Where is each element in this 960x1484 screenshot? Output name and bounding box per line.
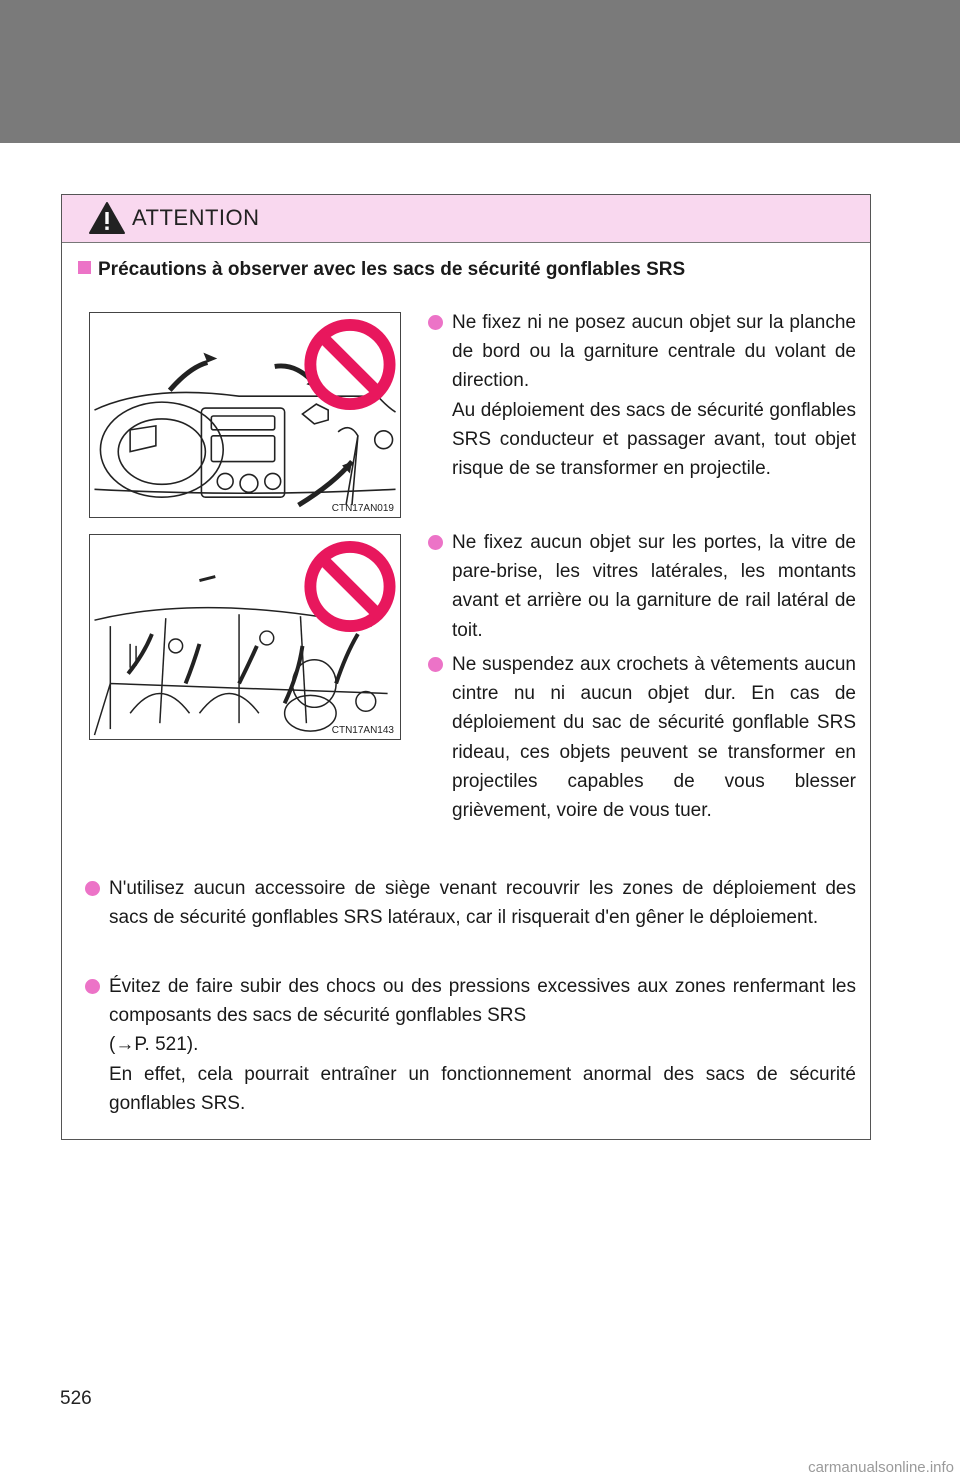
bullet-dot-icon bbox=[428, 315, 443, 330]
bullet-item bbox=[452, 308, 856, 483]
bullet-paragraph: (→P. 521). bbox=[109, 1034, 199, 1056]
illustration-dashboard bbox=[89, 312, 401, 518]
page-number: 526 bbox=[60, 1388, 92, 1409]
warning-triangle-icon bbox=[88, 201, 126, 235]
bullet-item bbox=[452, 650, 856, 825]
square-bullet-icon bbox=[78, 261, 91, 274]
section-heading bbox=[78, 259, 685, 281]
no-objects-on-dashboard-illustration bbox=[90, 313, 400, 517]
bullet-paragraph: Évitez de faire subir des chocs ou des pressions excessives aux zones renfermant les composants des sacs de sécurité gonflables SRS bbox=[109, 976, 856, 1027]
bullet-item bbox=[452, 528, 856, 645]
top-banner bbox=[0, 0, 960, 143]
attention-box bbox=[61, 194, 871, 1140]
bullet-paragraph: Ne fixez aucun objet sur les portes, la vitre de pare-brise, les vitres latérales, les montants avant et arrière ou la garniture de rail latéral de toit. bbox=[452, 532, 856, 641]
illustration-code: CTN17AN019 bbox=[331, 503, 394, 514]
section-heading-text: Précautions à observer avec les sacs de sécurité gonflables SRS bbox=[98, 259, 686, 280]
bullet-item bbox=[109, 874, 856, 932]
watermark: carmanualsonline.info bbox=[808, 1459, 954, 1476]
bullet-dot-icon bbox=[85, 881, 100, 896]
bullet-paragraph: Au déploiement des sacs de sécurité gonflables SRS conducteur et passager avant, tout objet risque de se transformer en projectile. bbox=[452, 399, 856, 480]
bullet-paragraph: N'utilisez aucun accessoire de siège venant recouvrir les zones de déploiement des sacs de sécurité gonflables SRS latéraux, car il risquerait d'en gêner le déploiement. bbox=[109, 878, 856, 929]
attention-title: ATTENTION bbox=[132, 205, 260, 230]
prohibition-sign-icon bbox=[310, 547, 389, 626]
bullet-dot-icon bbox=[428, 535, 443, 550]
bullet-paragraph: En effet, cela pourrait entraîner un fonctionnement anormal des sacs de sécurité gonflables SRS. bbox=[109, 1063, 856, 1114]
bullet-dot-icon bbox=[428, 657, 443, 672]
bullet-dot-icon bbox=[85, 979, 100, 994]
bullet-paragraph: Ne suspendez aux crochets à vêtements aucun cintre nu ni aucun objet dur. En cas de déploiement du sac de sécurité gonflable SRS rideau, ces objets peuvent se transformer en projectiles capables de vous blesser grièvement, voire de vous tuer. bbox=[452, 654, 856, 822]
bullet-paragraph: Ne fixez ni ne posez aucun objet sur la planche de bord ou la garniture centrale du volant de direction. bbox=[452, 312, 856, 392]
bullet-item bbox=[109, 972, 856, 1118]
no-objects-on-pillars-illustration bbox=[90, 535, 400, 739]
illustration-code: CTN17AN143 bbox=[331, 725, 394, 736]
illustration-pillars bbox=[89, 534, 401, 740]
attention-header bbox=[62, 195, 870, 243]
prohibition-sign-icon bbox=[310, 325, 389, 404]
